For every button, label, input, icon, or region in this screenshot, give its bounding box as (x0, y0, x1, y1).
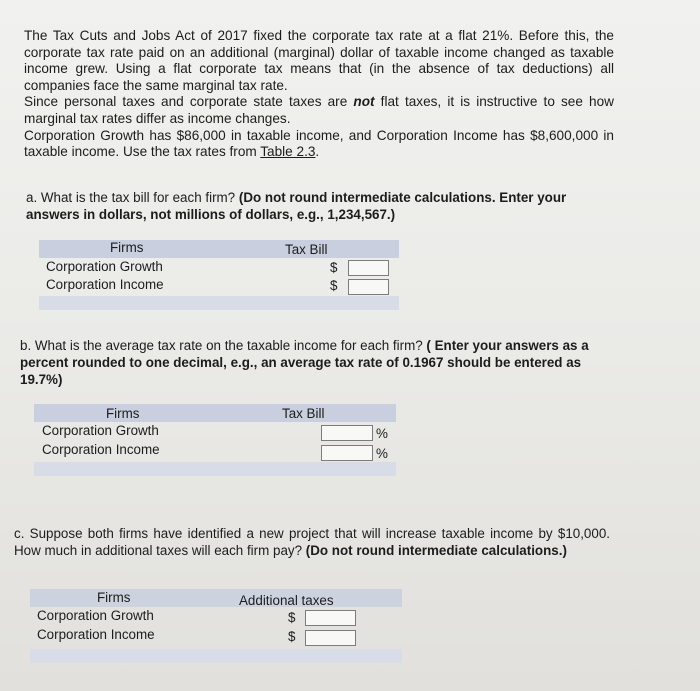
firm-label: Corporation Income (42, 442, 160, 457)
dollar-sign: $ (288, 629, 296, 644)
table-footer-band (39, 296, 399, 310)
dollar-sign: $ (330, 260, 338, 275)
table-footer-band (34, 462, 396, 476)
firm-label: Corporation Growth (46, 259, 163, 274)
tax-bill-growth-input[interactable] (348, 260, 389, 276)
firm-label: Corporation Growth (42, 423, 159, 438)
dollar-sign: $ (288, 610, 296, 625)
table-header (30, 589, 402, 607)
additional-taxes-income-input[interactable] (305, 630, 356, 646)
question-c: c. Suppose both firms have identified a new project that will increase taxable income by $10,000. How much in additional taxes will each firm pay? (Do not round intermediate calculations.) (14, 526, 610, 558)
table-b (34, 404, 396, 476)
table-footer-band (30, 649, 402, 663)
percent-sign: % (376, 446, 388, 461)
intro-paragraph-3: Corporation Growth has $86,000 in taxable income, and Corporation Income has $8,600,000 in taxable income. Use the tax rates from Table 2.3. (24, 127, 614, 160)
column-header-tax-bill: Tax Bill (282, 406, 325, 421)
additional-taxes-growth-input[interactable] (305, 610, 356, 626)
column-header-firms: Firms (110, 240, 144, 255)
table-header (39, 240, 399, 258)
question-a: a. What is the tax bill for each firm? (Do not round intermediate calculations. Enter your answers in dollars, not millions of dollars, e.g., 1,234,567.) (26, 190, 567, 222)
column-header-firms: Firms (97, 590, 131, 605)
intro-paragraph-1: The Tax Cuts and Jobs Act of 2017 fixed the corporate tax rate at a flat 21%. Before this, the corporate tax rate paid on an additional (marginal) dollar of taxable income changed as taxable income grew. Using a flat corporate tax means that (in the absence of tax deductions) all companies face the same marginal tax rate. (24, 28, 614, 93)
tax-bill-income-input[interactable] (348, 279, 389, 295)
firm-label: Corporation Income (37, 627, 155, 642)
average-rate-growth-input[interactable] (321, 425, 373, 441)
dollar-sign: $ (330, 278, 338, 293)
question-b: b. What is the average tax rate on the taxable income for each firm? ( Enter your answers as a percent rounded to one decimal, e.g., an average tax rate of 0.1967 should be entered as 19.7%) (20, 338, 589, 387)
column-header-additional-taxes: Additional taxes (239, 593, 334, 608)
table-header (34, 404, 396, 422)
column-header-firms: Firms (106, 406, 140, 421)
column-header-tax-bill: Tax Bill (285, 242, 328, 257)
table-2-3-link[interactable]: Table 2.3 (260, 144, 316, 160)
percent-sign: % (376, 426, 388, 441)
firm-label: Corporation Income (46, 277, 164, 292)
firm-label: Corporation Growth (37, 608, 154, 623)
table-a (39, 240, 399, 312)
average-rate-income-input[interactable] (321, 445, 373, 461)
table-c (30, 589, 402, 663)
intro-paragraph-2: Since personal taxes and corporate state taxes are not flat taxes, it is instructive to see how marginal tax rates differ as income changes. (24, 94, 614, 126)
problem-statement (24, 28, 614, 161)
